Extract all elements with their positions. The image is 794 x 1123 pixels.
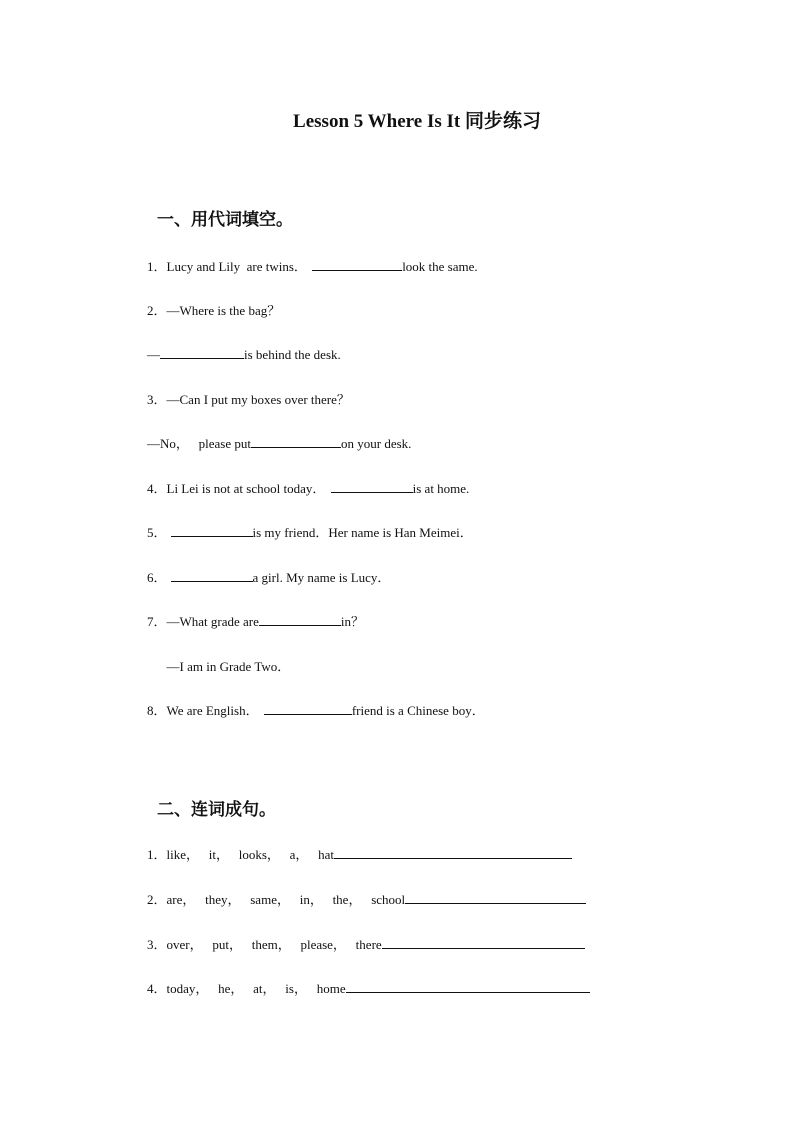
answer-blank[interactable] (264, 702, 352, 715)
question-5 (147, 524, 473, 542)
question-8 (147, 702, 485, 720)
question-text: 2．are， they， same， in， the， school (147, 892, 406, 907)
question-3 (147, 391, 350, 409)
question-text: 1．like， it， looks， a， hat (147, 847, 335, 862)
section-2-heading: 二、连词成句。 (157, 800, 276, 819)
sentence-question-2 (147, 891, 586, 909)
question-4 (147, 480, 469, 498)
question-text: 3．—Can I put my boxes over there？ (147, 392, 350, 407)
question-text: 2．—Where is the bag？ (147, 303, 281, 318)
question-text-after: on your desk. (340, 436, 412, 451)
answer-blank[interactable] (259, 613, 341, 626)
sentence-question-4 (147, 980, 590, 998)
answer-blank[interactable] (331, 480, 413, 493)
section-1-heading: 一、用代词填空。 (157, 210, 293, 229)
answer-blank[interactable] (171, 569, 253, 582)
answer-blank[interactable] (312, 258, 402, 271)
question-1 (147, 258, 478, 276)
question-text-after: friend is a Chinese boy． (351, 703, 485, 718)
question-text: 3．over， put， them， please， there (147, 937, 382, 952)
page-title: Lesson 5 Where Is It 同步练习 (293, 111, 541, 132)
question-text: — (147, 347, 160, 362)
question-text: —I am in Grade Two． (147, 659, 291, 674)
answer-blank[interactable] (405, 891, 586, 904)
sentence-question-3 (147, 936, 585, 954)
question-text-after: is at home. (412, 481, 470, 496)
question-2-answer (147, 346, 341, 364)
answer-blank[interactable] (160, 346, 244, 359)
question-2 (147, 302, 280, 320)
question-text-after: is my friend．Her name is Han Meimei． (252, 525, 473, 540)
question-text-after: in？ (340, 614, 365, 629)
question-text: —No， please put (147, 436, 251, 451)
question-7-answer (147, 658, 290, 676)
question-text-after: is behind the desk. (244, 347, 341, 362)
answer-blank[interactable] (382, 936, 585, 949)
question-text: 4．today， he， at， is， home (147, 981, 346, 996)
question-text: 7．—What grade are (147, 614, 259, 629)
answer-blank[interactable] (171, 524, 253, 537)
question-3-answer (147, 435, 411, 453)
question-text: 4．Li Lei is not at school today． (147, 481, 326, 496)
question-text: 8．We are English． (147, 703, 259, 718)
question-text: 5． (147, 525, 167, 540)
answer-blank[interactable] (334, 846, 572, 859)
sentence-question-1 (147, 846, 572, 864)
question-6 (147, 569, 390, 587)
question-7 (147, 613, 364, 631)
answer-blank[interactable] (251, 435, 341, 448)
question-text: 6． (147, 570, 167, 585)
question-text-after: a girl. My name is Lucy． (252, 570, 391, 585)
answer-blank[interactable] (346, 980, 590, 993)
question-text: 1．Lucy and Lily are twins． (147, 259, 307, 274)
question-text-after: look the same. (402, 259, 478, 274)
